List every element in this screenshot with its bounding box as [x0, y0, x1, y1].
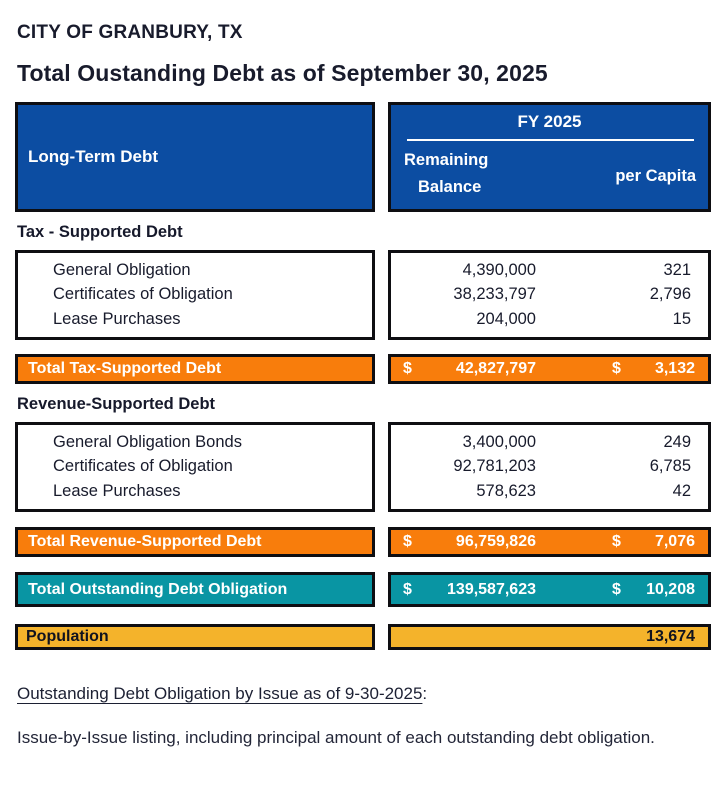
currency-symbol: $ — [612, 360, 621, 377]
population-value-cell — [388, 624, 711, 650]
currency-symbol: $ — [403, 360, 412, 377]
revenue-supported-items-row — [15, 422, 711, 512]
item-values-row — [391, 433, 708, 452]
total-label: Total Tax-Supported Debt — [28, 360, 222, 377]
page-subtitle: Total Oustanding Debt as of September 30, 2025 — [17, 60, 548, 86]
population-value: 13,674 — [646, 628, 695, 645]
total-label: Total Revenue-Supported Debt — [28, 533, 262, 550]
item-label: Lease Purchases — [53, 310, 181, 329]
revenue-items-labels-box — [15, 422, 375, 512]
footer-heading — [17, 684, 711, 704]
tax-items-values-box — [388, 250, 711, 340]
total-balance: 42,827,797 — [455, 360, 536, 377]
remaining-label: Remaining — [404, 151, 489, 169]
currency-symbol: $ — [403, 533, 412, 550]
tax-items-labels-box — [15, 250, 375, 340]
item-per-capita: 2,796 — [649, 285, 691, 304]
grand-total-balance: 139,587,623 — [447, 580, 536, 598]
total-per-capita: 3,132 — [654, 360, 695, 377]
item-balance: 578,623 — [476, 482, 536, 501]
item-values-row — [391, 457, 708, 476]
item-balance: 4,390,000 — [462, 260, 536, 279]
total-revenue-supported-values-cell — [388, 527, 711, 557]
debt-table — [15, 102, 711, 650]
total-tax-supported-label-cell — [15, 354, 375, 384]
item-values-row — [391, 285, 708, 304]
remaining-balance-column-header — [404, 147, 488, 201]
footer-heading-text: Outstanding Debt Obligation by Issue as of 9-30-2025 — [17, 684, 423, 703]
total-tax-supported-row — [15, 354, 711, 384]
long-term-debt-header-cell — [15, 102, 375, 212]
item-values-row — [391, 310, 708, 329]
total-tax-supported-values-cell — [388, 354, 711, 384]
table-header-row — [15, 102, 711, 212]
item-per-capita: 321 — [663, 260, 691, 279]
grand-total-label: Total Outstanding Debt Obligation — [28, 580, 288, 598]
item-balance: 3,400,000 — [462, 432, 536, 451]
population-label-cell — [15, 624, 375, 650]
total-revenue-supported-row — [15, 527, 711, 557]
fy2025-label: FY 2025 — [517, 112, 582, 131]
total-per-capita: 7,076 — [654, 533, 695, 550]
grand-total-per-capita: 10,208 — [646, 580, 695, 598]
item-per-capita: 6,785 — [649, 457, 691, 476]
page-title: CITY OF GRANBURY, TX — [17, 22, 243, 43]
currency-symbol: $ — [403, 580, 412, 598]
item-label: Certificates of Obligation — [53, 285, 233, 304]
item-per-capita: 42 — [672, 482, 691, 501]
item-per-capita: 249 — [663, 432, 691, 451]
item-label: General Obligation — [53, 260, 191, 279]
population-label: Population — [26, 628, 109, 645]
footer-note — [17, 684, 711, 757]
item-values-row — [391, 482, 708, 501]
footer-heading-colon: : — [422, 684, 428, 703]
item-balance: 38,233,797 — [453, 285, 536, 304]
section-label-revenue-supported: Revenue-Supported Debt — [17, 395, 216, 413]
total-revenue-supported-label-cell — [15, 527, 375, 557]
population-row — [15, 624, 711, 650]
grand-total-row — [15, 572, 711, 607]
item-label: Certificates of Obligation — [53, 457, 233, 476]
total-balance: 96,759,826 — [455, 533, 536, 550]
grand-total-label-cell — [15, 572, 375, 607]
footer-body: Issue-by-Issue listing, including principal amount of each outstanding debt obligation. — [17, 728, 655, 747]
long-term-debt-label: Long-Term Debt — [28, 147, 159, 166]
currency-symbol: $ — [612, 533, 621, 550]
currency-symbol: $ — [612, 580, 621, 598]
item-per-capita: 15 — [672, 310, 691, 329]
fy2025-header-cell — [388, 102, 711, 212]
header-divider — [407, 139, 694, 141]
per-capita-column-header: per Capita — [615, 166, 696, 185]
section-label-tax-supported: Tax - Supported Debt — [17, 223, 183, 241]
item-values-row — [391, 261, 708, 280]
item-balance: 92,781,203 — [453, 457, 536, 476]
grand-total-values-cell — [388, 572, 711, 607]
item-label: Lease Purchases — [53, 482, 181, 501]
revenue-items-values-box — [388, 422, 711, 512]
item-label: General Obligation Bonds — [53, 432, 242, 451]
balance-label: Balance — [418, 178, 482, 196]
tax-supported-items-row — [15, 250, 711, 340]
item-balance: 204,000 — [476, 310, 536, 329]
